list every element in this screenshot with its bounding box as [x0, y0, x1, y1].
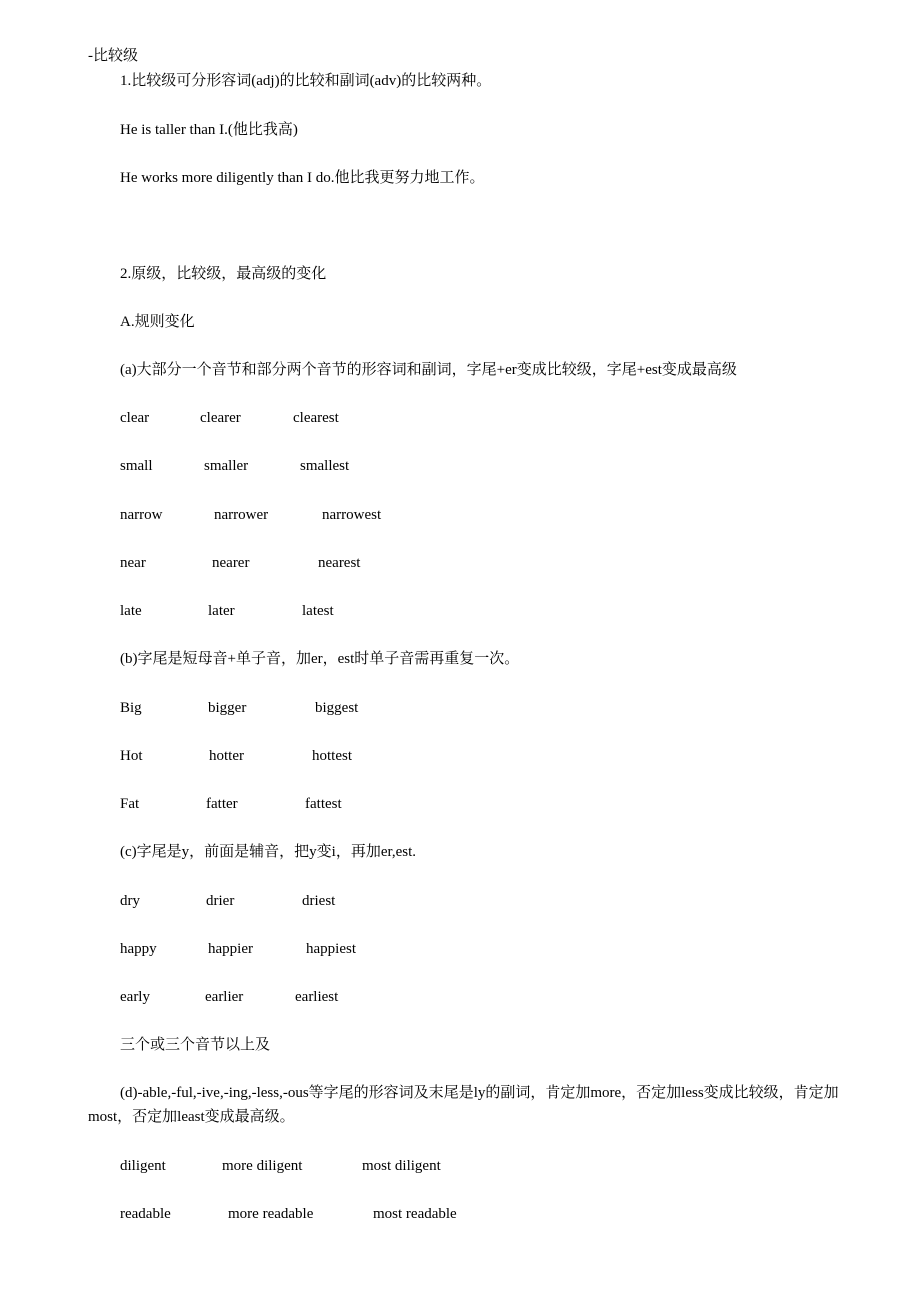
word-positive: Big — [120, 700, 142, 716]
word-positive: near — [120, 555, 146, 571]
word-superlative: hottest — [312, 748, 352, 764]
word-positive: clear — [120, 410, 150, 426]
rule-a: (a)大部分一个音节和部分两个音节的形容词和副词，字尾+er变成比较级，字尾+est变成最高级 — [120, 362, 737, 378]
note-line: 三个或三个音节以上及 — [120, 1037, 271, 1053]
word-positive: narrow — [120, 507, 163, 523]
word-positive: readable — [120, 1206, 171, 1222]
word-comparative: later — [208, 603, 235, 619]
word-positive: small — [120, 458, 153, 474]
word-superlative: fattest — [305, 796, 342, 812]
word-comparative: hotter — [209, 748, 244, 764]
word-comparative: narrower — [214, 507, 269, 523]
word-comparative: clearer — [200, 410, 241, 426]
word-positive: Fat — [120, 796, 140, 812]
rule-b: (b)字尾是短母音+单子音，加er，est时单子音需再重复一次。 — [120, 651, 520, 667]
word-comparative: drier — [206, 893, 235, 909]
word-comparative: earlier — [205, 989, 244, 1005]
word-superlative: biggest — [315, 700, 359, 716]
word-positive: early — [120, 989, 150, 1005]
word-positive: diligent — [120, 1158, 166, 1174]
word-superlative: latest — [302, 603, 334, 619]
word-comparative: more readable — [228, 1206, 314, 1222]
word-superlative: earliest — [295, 989, 339, 1005]
word-positive: happy — [120, 941, 157, 957]
word-superlative: clearest — [293, 410, 339, 426]
word-comparative: nearer — [212, 555, 250, 571]
rule-c: (c)字尾是y，前面是辅音，把y变i，再加er,est. — [120, 844, 417, 860]
word-comparative: smaller — [204, 458, 249, 474]
word-superlative: smallest — [300, 458, 350, 474]
word-positive: Hot — [120, 748, 143, 764]
section-title-a: A.规则变化 — [120, 314, 195, 330]
word-superlative: driest — [302, 893, 336, 909]
word-comparative: more diligent — [222, 1158, 303, 1174]
example-sentence-2: He works more diligently than I do.他比我更努力地工作。 — [120, 170, 485, 186]
word-superlative: most readable — [373, 1206, 457, 1222]
heading: -比较级 — [88, 48, 138, 64]
word-positive: late — [120, 603, 142, 619]
word-comparative: happier — [208, 941, 253, 957]
example-sentence-1: He is taller than I.(他比我高) — [120, 122, 298, 138]
section-title-2: 2.原级，比较级，最高级的变化 — [120, 266, 327, 282]
word-superlative: narrowest — [322, 507, 382, 523]
word-comparative: fatter — [206, 796, 238, 812]
word-comparative: bigger — [208, 700, 247, 716]
word-superlative: happiest — [306, 941, 356, 957]
rule-d: (d)-able,-ful,-ive,-ing,-less,-ous等字尾的形容词及末尾是ly的副词，肯定加more，否定加less变成比较级，肯定加most，否定加least变成最高级。 — [88, 1085, 839, 1125]
word-positive: dry — [120, 893, 140, 909]
word-superlative: most diligent — [362, 1158, 441, 1174]
intro-paragraph: 1.比较级可分形容词(adj)的比较和副词(adv)的比较两种。 — [120, 73, 492, 89]
word-superlative: nearest — [318, 555, 361, 571]
